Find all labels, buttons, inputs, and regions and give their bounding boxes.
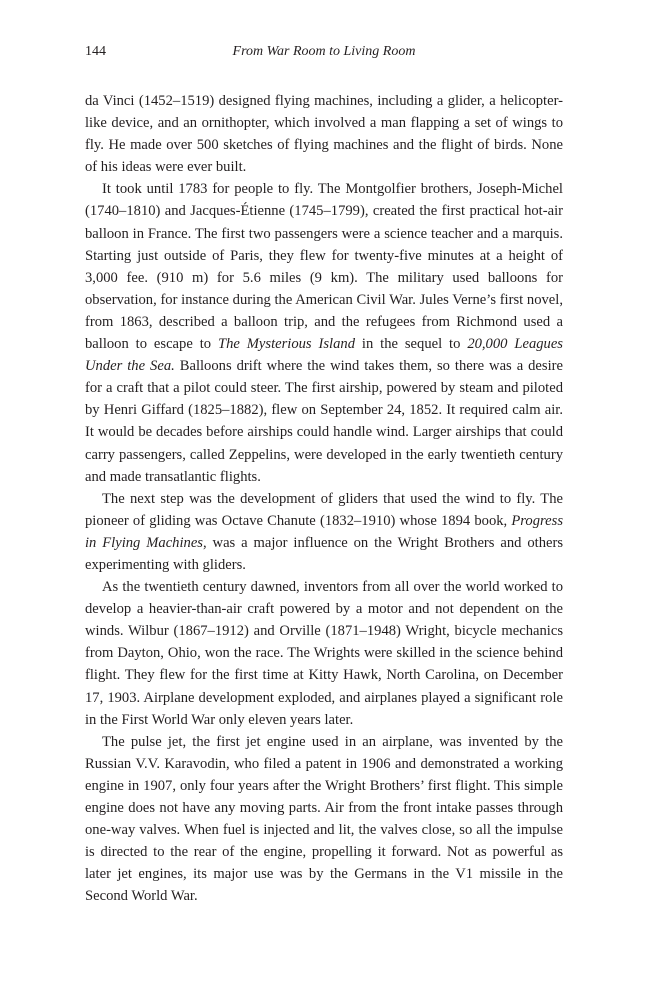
body-text <box>85 90 563 907</box>
paragraph-2 <box>85 178 563 487</box>
paragraph-text: As the twentieth century dawned, inventors from all over the world worked to develop a heavier-than-air craft powered by a motor and not dependent on the winds. Wilbur (1867–1912) and Orville (1871–1948) Wright, bicycle mechanics from Dayton, Ohio, won the race. The Wrights were skilled in the science behind flight. They flew for the first time at Kitty Hawk, North Carolina, on December 17, 1903. Airplane development exploded, and airplanes played a significant role in the First World War only eleven years later. <box>85 579 563 728</box>
paragraph-text: in the sequel to <box>355 336 468 353</box>
book-title: 20,000 Leagues Under the Sea. <box>85 336 563 375</box>
page-number: 144 <box>85 44 106 59</box>
page-header <box>85 44 563 64</box>
paragraph-text: , was a major influence on the Wright Brothers and others experimenting with gliders. <box>85 534 564 573</box>
paragraph-text: The pulse jet, the first jet engine used in an airplane, was invented by the Russian V.V. Karavodin, who filed a patent in 1906 and demonstrated a working engine in 1907, only four years after the Wright Brothers’ first flight. This simple engine does not have any moving parts. Air from the front intake passes through one-way valves. When fuel is injected and lit, the valves close, so all the impulse is directed to the rear of the engine, propelling it forward. Not as powerful as later jet engines, its major use was by the Germans in the V1 missile in the Second World War. <box>85 733 563 905</box>
book-title: The Mysterious Island <box>217 336 355 353</box>
paragraph-1 <box>85 90 563 178</box>
book-title: Progress in Flying Machines <box>85 512 563 551</box>
paragraph-text: It took until 1783 for people to fly. The Montgolfier brothers, Joseph-Michel (1740–1810) and Jacques-Étienne (1745–1799), created the first practical hot-air balloon in France. The first two passengers were a science teacher and a marquis. Starting just outside of Paris, they flew for twenty-five minutes at a height of 3,000 fee. (910 m) for 5.6 miles (9 km). The military used balloons for observation, for instance during the American Civil War. Jules Verne’s first novel, from 1863, described a balloon trip, and the refugees from Richmond used a balloon to escape to <box>85 181 563 353</box>
paragraph-text: Balloons drift where the wind takes them, so there was a desire for a craft that a pilot could steer. The first airship, powered by steam and piloted by Henri Giffard (1825–1882), flew on September 24, 1852. It required calm air. It would be decades before airships could handle wind. Larger airships that could carry passengers, called Zeppelins, were developed in the early twentieth century and made transatlantic flights. <box>85 358 563 485</box>
paragraph-3 <box>85 488 563 576</box>
paragraph-text: The next step was the development of gliders that used the wind to fly. The pioneer of gliding was Octave Chanute (1832–1910) whose 1894 book, <box>85 490 563 529</box>
paragraph-5 <box>85 731 563 908</box>
running-title: From War Room to Living Room <box>232 44 416 59</box>
paragraph-text: da Vinci (1452–1519) designed flying machines, including a glider, a helicopter-like device, and an ornithopter, which involved a man flapping a set of wings to fly. He made over 500 sketches of flying machines and the flight of birds. None of his ideas were ever built. <box>85 93 563 176</box>
paragraph-4 <box>85 576 563 731</box>
